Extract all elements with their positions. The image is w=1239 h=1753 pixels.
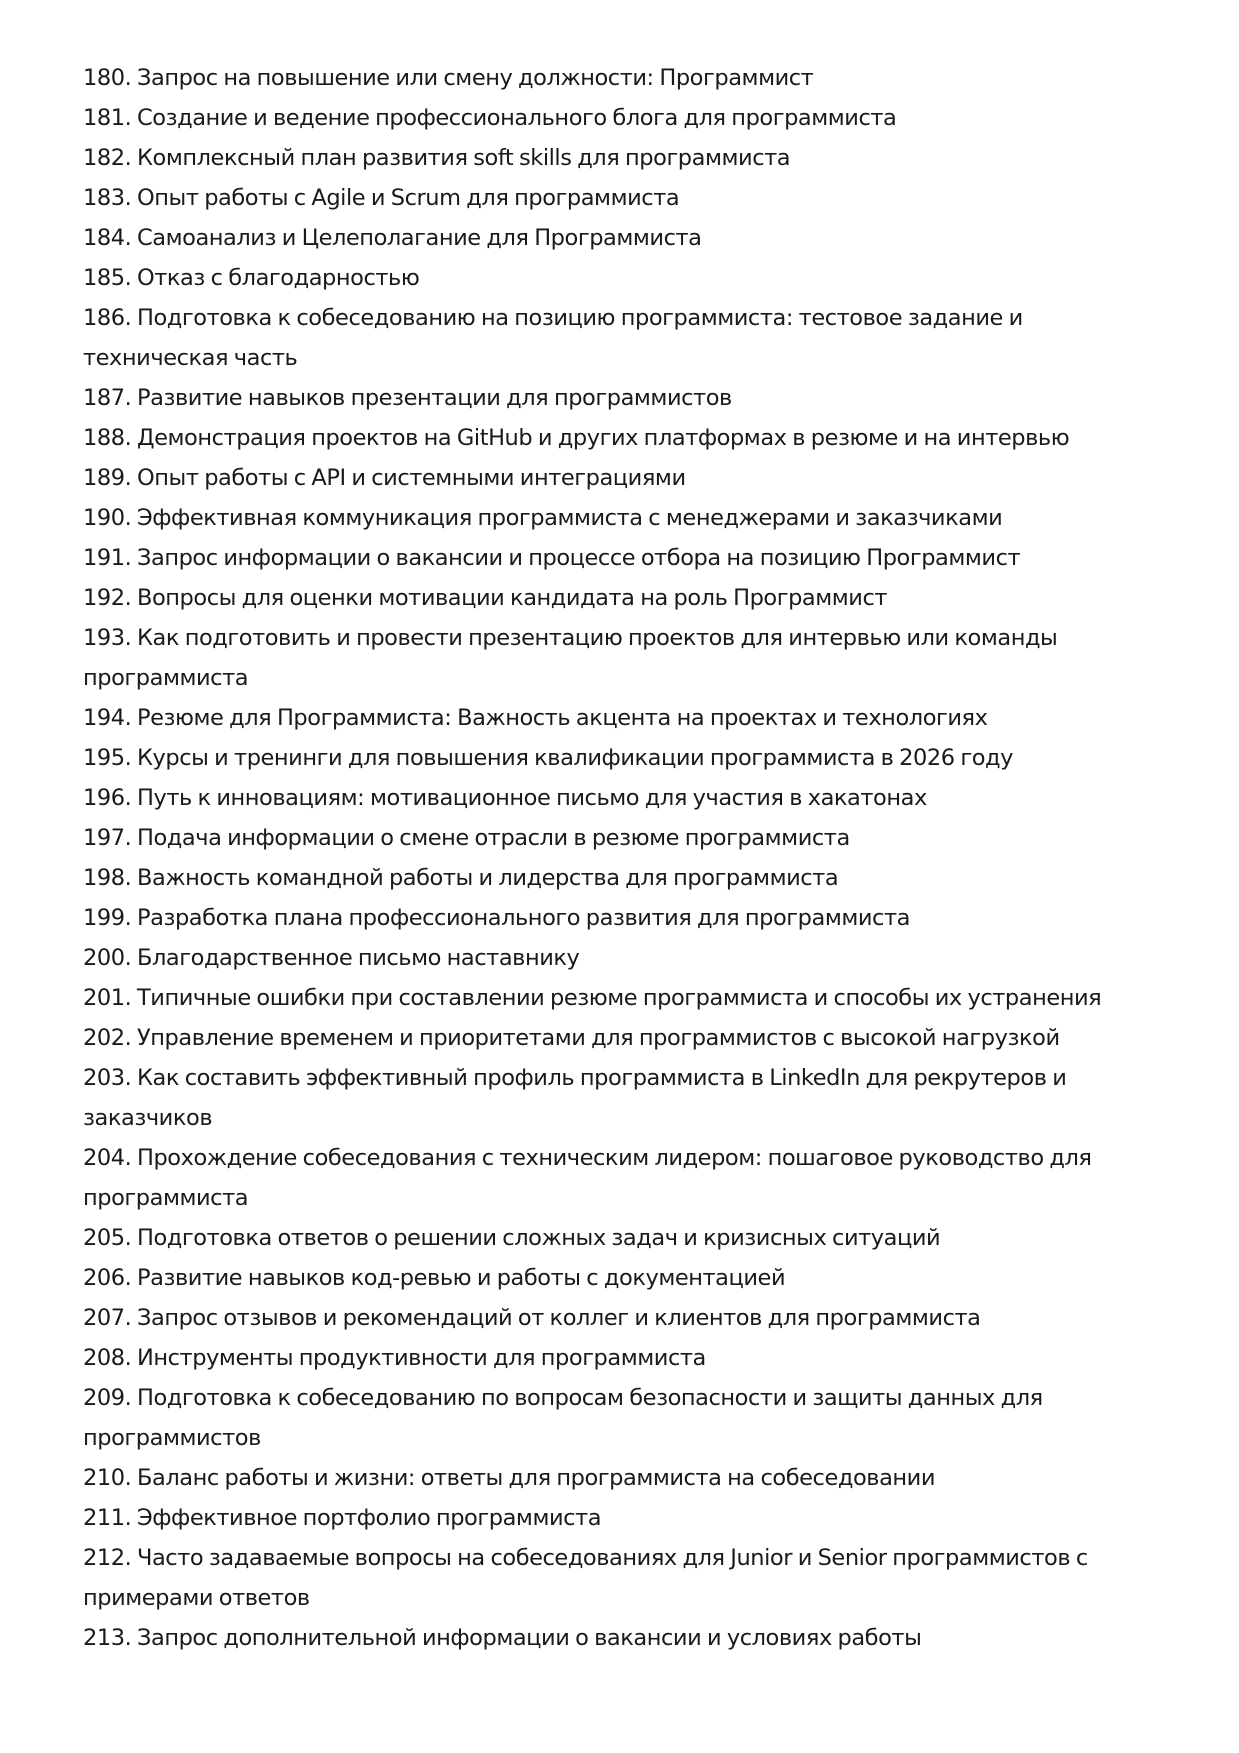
list-item: 200. Благодарственное письмо наставнику [83,945,580,971]
list-item: 206. Развитие навыков код-ревью и работы с документацией [83,1265,786,1291]
list-item: 191. Запрос информации о вакансии и процессе отбора на позицию Программист [83,545,1021,571]
list-item: 207. Запрос отзывов и рекомендаций от коллег и клиентов для программиста [83,1305,981,1331]
list-item: 197. Подача информации о смене отрасли в резюме программиста [83,825,850,851]
list-item: 199. Разработка плана профессионального развития для программиста [83,905,910,931]
list-item: 208. Инструменты продуктивности для программиста [83,1345,706,1371]
list-item: 188. Демонстрация проектов на GitHub и других платформах в резюме и на интервью [83,425,1070,451]
list-item: 193. Как подготовить и провести презентацию проектов для интервью или команды программиста [83,625,1058,691]
list-item: 202. Управление временем и приоритетами для программистов с высокой нагрузкой [83,1025,1060,1051]
list-item: 205. Подготовка ответов о решении сложных задач и кризисных ситуаций [83,1225,941,1251]
list-item: 186. Подготовка к собеседованию на позицию программиста: тестовое задание и техническая часть [83,305,1023,371]
list-item: 201. Типичные ошибки при составлении резюме программиста и способы их устранения [83,985,1102,1011]
list-item: 194. Резюме для Программиста: Важность акцента на проектах и технологиях [83,705,988,731]
list-item: 187. Развитие навыков презентации для программистов [83,385,732,411]
list-item: 204. Прохождение собеседования с техническим лидером: пошаговое руководство для программиста [83,1145,1092,1211]
list-item: 211. Эффективное портфолио программиста [83,1505,602,1531]
list-item: 195. Курсы и тренинги для повышения квалификации программиста в 2026 году [83,745,1014,771]
list-item: 192. Вопросы для оценки мотивации кандидата на роль Программист [83,585,888,611]
list-item: 182. Комплексный план развития soft skills для программиста [83,145,791,171]
list-item: 196. Путь к инновациям: мотивационное письмо для участия в хакатонах [83,785,927,811]
list-item: 185. Отказ с благодарностью [83,265,420,291]
document-page [83,58,1163,1658]
list-item: 203. Как составить эффективный профиль программиста в LinkedIn для рекрутеров и заказчиков [83,1065,1067,1131]
list-item: 181. Создание и ведение профессионального блога для программиста [83,105,897,131]
list-item: 183. Опыт работы с Agile и Scrum для программиста [83,185,680,211]
list-item: 198. Важность командной работы и лидерства для программиста [83,865,839,891]
list-item: 213. Запрос дополнительной информации о вакансии и условиях работы [83,1625,922,1651]
list-item: 184. Самоанализ и Целеполагание для Программиста [83,225,702,251]
list-item: 180. Запрос на повышение или смену должности: Программист [83,65,814,91]
list-item: 210. Баланс работы и жизни: ответы для программиста на собеседовании [83,1465,936,1491]
list-item: 212. Часто задаваемые вопросы на собеседованиях для Junior и Senior программистов с примерами ответов [83,1545,1088,1611]
list-item: 209. Подготовка к собеседованию по вопросам безопасности и защиты данных для программистов [83,1385,1043,1451]
list-item: 190. Эффективная коммуникация программиста с менеджерами и заказчиками [83,505,1003,531]
list-item: 189. Опыт работы с API и системными интеграциями [83,465,686,491]
